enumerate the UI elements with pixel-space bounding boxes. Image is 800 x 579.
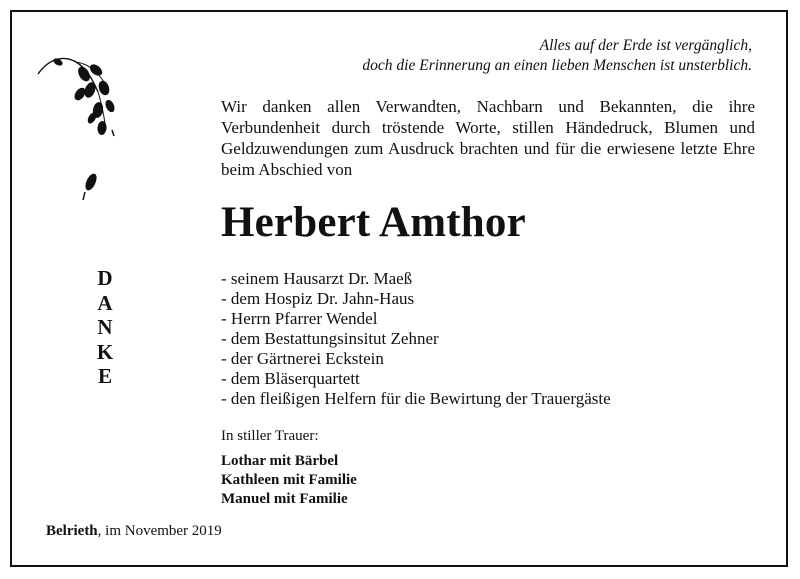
danke-vertical [90, 266, 120, 389]
place-date-text: , im November 2019 [97, 523, 222, 539]
quote-line-1: Alles auf der Erde ist vergänglich, [539, 37, 752, 54]
thanks-paragraph: Wir danken allen Verwandten, Nachbarn und Bekannten, die ihre Verbundenheit durch tröstende Worte, stillen Händedruck, Blumen und Geldzuwendungen zum Ausdruck brachten und für die erwiesene letzte Ehre beim Abschied von [221, 97, 755, 179]
place-town: Belrieth [46, 523, 98, 539]
birch-branch-icon [36, 52, 126, 207]
signer: Manuel mit Familie [221, 491, 348, 507]
list-item: - seinem Hausarzt Dr. Maeß [221, 269, 413, 288]
list-item: - Herrn Pfarrer Wendel [221, 309, 378, 328]
recipient-list [221, 269, 611, 409]
signers-list [221, 452, 357, 509]
mourning-label: In stiller Trauer: [221, 428, 319, 444]
danke-letter: K [96, 339, 114, 364]
list-item: - der Gärtnerei Eckstein [221, 349, 384, 368]
danke-letter: N [97, 315, 113, 339]
place-date [46, 523, 222, 540]
list-item: - den fleißigen Helfern für die Bewirtung der Trauergäste [221, 389, 611, 408]
list-item: - dem Bläserquartett [221, 369, 360, 388]
danke-letter: E [97, 364, 112, 388]
memorial-quote [362, 36, 752, 76]
danke-letter: D [97, 266, 113, 290]
signer: Lothar mit Bärbel [221, 453, 339, 469]
list-item: - dem Hospiz Dr. Jahn-Haus [221, 289, 415, 308]
signer: Kathleen mit Familie [221, 472, 357, 488]
quote-line-2: doch die Erinnerung an einen lieben Menschen ist unsterblich. [362, 57, 752, 74]
list-item: - dem Bestattungsinsitut Zehner [221, 329, 439, 348]
deceased-name: Herbert Amthor [221, 199, 526, 246]
danke-letter: A [97, 290, 113, 315]
